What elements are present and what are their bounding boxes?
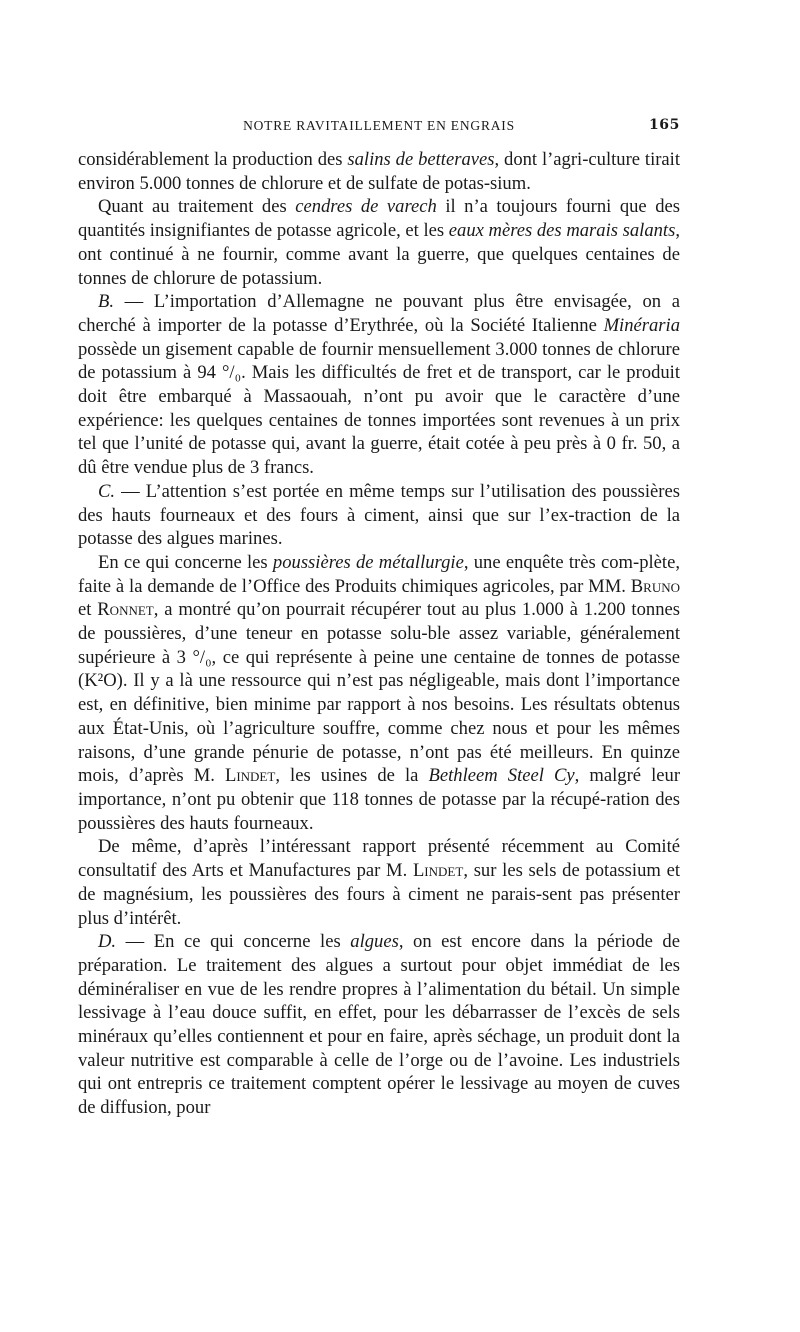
text-run: — L’attention s’est portée en même temps sur l’utilisation des poussières des hauts fourneaux et des fours à ciment, ainsi que sur l’ex-traction de la potasse des algues marines. (78, 480, 680, 550)
text-run: , sur les sels de potassium et de magnésium, les poussières des fours à ciment ne parais-sent pas présenter plus d’intérêt. (78, 860, 680, 929)
body-text (78, 148, 680, 1120)
running-title: NOTRE RAVITAILLEMENT EN ENGRAIS (243, 118, 515, 133)
italic-run: D. (98, 931, 117, 953)
text-run: , les usines de la (275, 765, 429, 787)
paragraph-d-algues (78, 930, 680, 1120)
running-header (78, 112, 680, 138)
italic-run: salins de betteraves (347, 149, 495, 170)
text-run: , malgré leur importance, n’ont pu obtenir que 118 tonnes de potasse par la récupé-ration des poussières des hauts fourneaux. (78, 765, 681, 834)
small-caps-run: Lindet (224, 765, 276, 787)
text-run: — En ce qui concerne les (116, 931, 351, 953)
italic-run: C. (98, 480, 116, 502)
italic-run: algues (350, 931, 399, 953)
book-page (78, 112, 680, 1120)
text-run: De même, d’après l’intéressant rapport présenté récemment au Comité consultatif des Arts et Manufactures par M. (78, 836, 680, 882)
italic-run: Bethleem Steel Cy (428, 765, 575, 787)
italic-run: B. (98, 291, 115, 313)
text-run: , a montré qu’on pourrait récupérer tout au plus 1.000 à 1.200 tonnes de poussières, d’une teneur en potasse solu-ble assez variable, généralement supérieure à 3 °/₀, ce qui représente à peine une centaine de tonnes de potasse (K²O). Il y a là une ressource qui n’est pas négligeable, mais dont l’importance est, en définitive, bien minime par rapport à nos besoins. Les résultats obtenus aux État-Unis, où l’agriculture souffre, comme chez nous et pour les mêmes raisons, d’une grande pénurie de potasse, n’ont pas été meilleurs. En quinze mois, d’après M. (78, 599, 680, 787)
paragraph-fours-ciment (78, 835, 680, 930)
text-run: , une enquête très com-plète, faite à la demande de l’Office des Produits chimiques agricoles, par MM. (78, 551, 680, 597)
small-caps-run: Bruno (630, 575, 680, 597)
text-run: il n’a toujours fourni que des quantités insignifiantes de potasse agricole, et les (78, 196, 680, 242)
italic-run: eaux mères des marais salants (448, 220, 676, 242)
small-caps-run: Lindet (412, 860, 464, 882)
paragraph-metallurgie (78, 551, 680, 835)
text-run: possède un gisement capable de fournir mensuellement 3.000 tonnes de chlorure de potassium à 94 °/₀. Mais les difficultés de fret et de transport, car le produit doit être embarqué à Massaouah, n’ont pu avoir que le caractère d’une expérience: les quelques centaines de tonnes importées sont revenues à un prix tel que l’unité de potasse qui, avant la guerre, était cotée à peu près à 0 fr. 50, a dû être vendue plus de 3 francs. (78, 338, 680, 479)
italic-run: cendres de varech (295, 196, 437, 218)
italic-run: Minéraria (603, 314, 680, 336)
page-number: 165 (648, 117, 680, 133)
paragraph-b-erythree (78, 290, 680, 480)
text-run: En ce qui concerne les (98, 551, 273, 573)
paragraph-c-poussieres (78, 480, 680, 551)
text-run: — L’importation d’Allemagne ne pouvant plus être envisagée, on a cherché à importer de la potasse d’Erythrée, où la Société Italienne (78, 291, 680, 336)
paragraph-varech (78, 195, 680, 290)
paragraph-continuation (78, 148, 680, 195)
italic-run: poussières de métallurgie (272, 551, 464, 573)
text-run: , dont l’agri-culture tirait environ 5.000 tonnes de chlorure et de sulfate de potas-sium. (78, 149, 681, 194)
text-run: et (78, 599, 98, 621)
small-caps-run: Ronnet (97, 599, 154, 621)
text-run: considérablement la production des (78, 149, 348, 170)
text-run: Quant au traitement des (98, 196, 296, 218)
text-run: , ont continué à ne fournir, comme avant la guerre, que quelques centaines de tonnes de chlorure de potassium. (78, 220, 680, 289)
text-run: , on est encore dans la période de préparation. Le traitement des algues a surtout pour objet immédiat de les déminéraliser en vue de les rendre propres à l’alimentation du bétail. Un simple lessivage à l’eau douce suffit, en effet, pour les débarrasser de l’excès de sels minéraux qu’elles contiennent et pour en faire, après séchage, un produit dont la valeur nutritive est comparable à celle de l’orge ou de l’avoine. Les industriels qui ont entrepris ce traitement comptent opérer le lessivage au moyen de cuves de diffusion, pour (78, 931, 680, 1119)
